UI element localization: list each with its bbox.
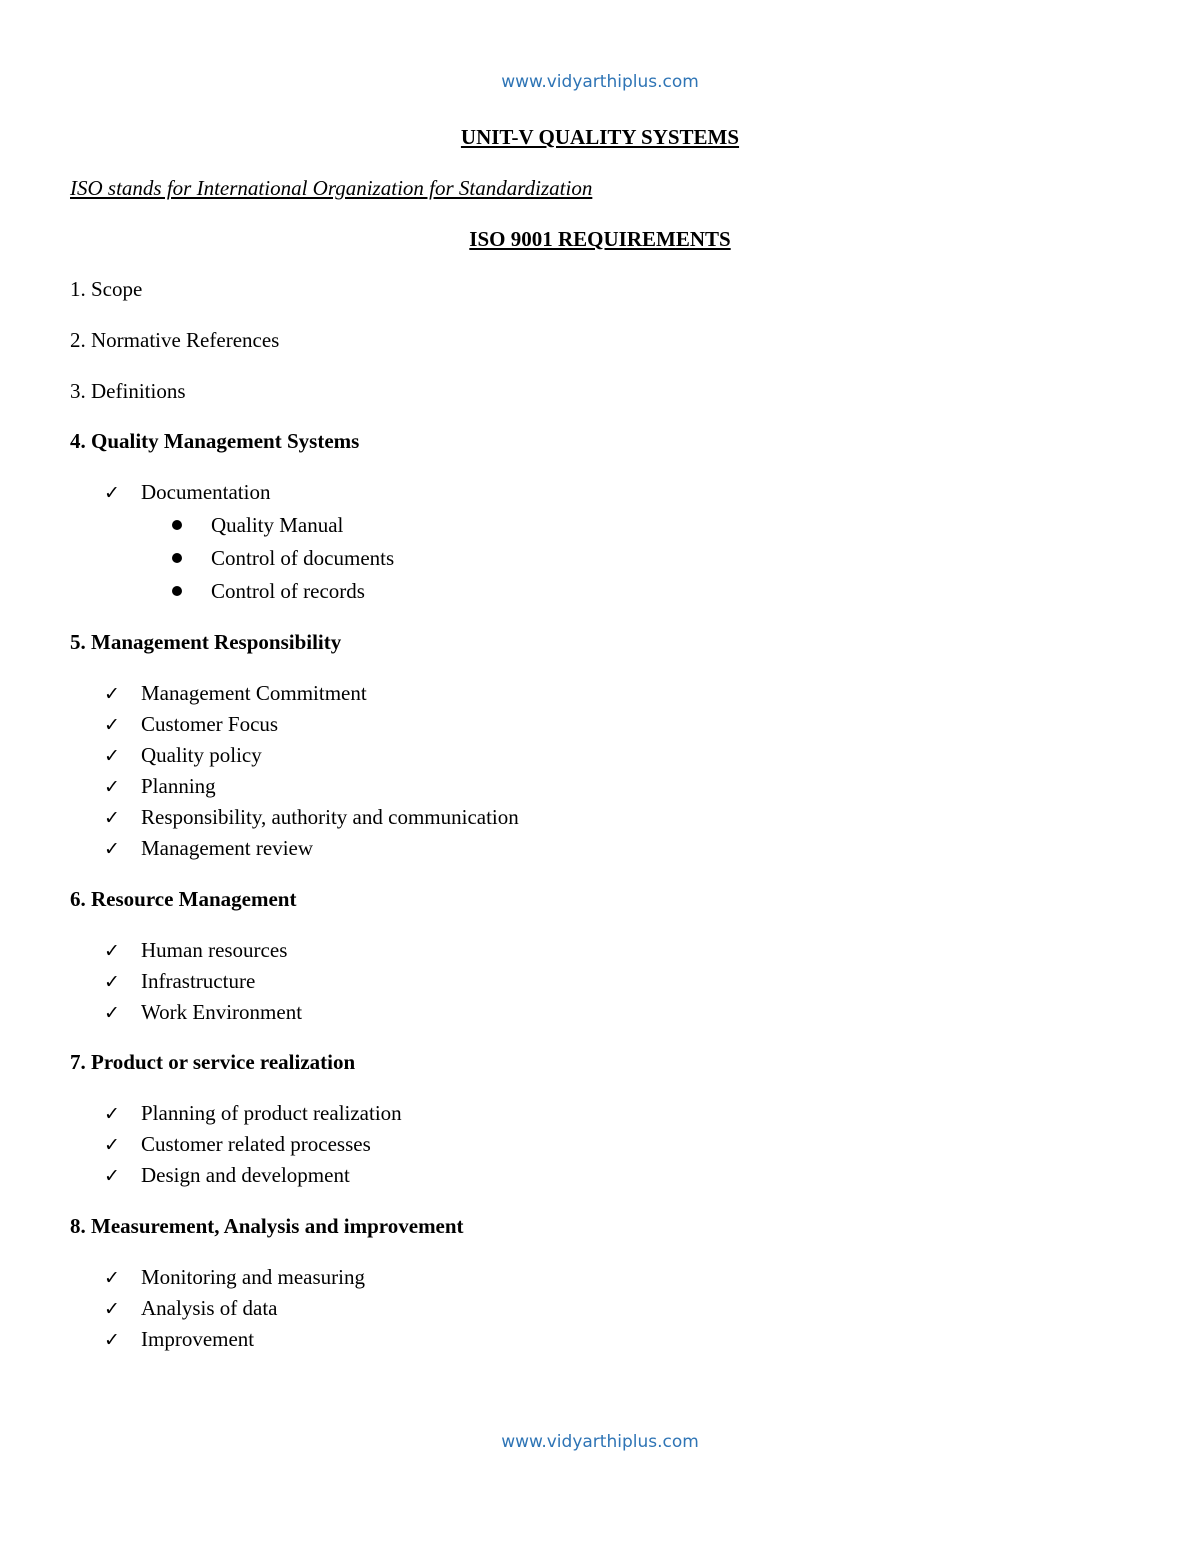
section-subtitle: ISO 9001 REQUIREMENTS (469, 227, 731, 251)
list-item-label: Planning (141, 774, 216, 798)
intro-text: ISO stands for International Organization for Standardization (70, 176, 593, 200)
checkmark-icon: ✓ (104, 838, 120, 860)
list-item-label: Quality Manual (211, 513, 344, 537)
section-heading-resource-management: 6. Resource Management (70, 887, 297, 911)
checkmark-icon: ✓ (104, 482, 120, 504)
section-heading-product-realization: 7. Product or service realization (70, 1050, 356, 1074)
list-item-label: Improvement (141, 1327, 255, 1351)
list-item-label: Customer Focus (141, 712, 279, 736)
checkmark-icon: ✓ (104, 1329, 120, 1351)
checkmark-icon: ✓ (104, 940, 120, 962)
footer-url[interactable]: www.vidyarthiplus.com (501, 1432, 699, 1452)
checkmark-icon: ✓ (104, 1103, 120, 1125)
list-item-label: Control of documents (211, 546, 395, 570)
section-heading-measurement: 8. Measurement, Analysis and improvement (70, 1214, 464, 1238)
list-item (104, 1265, 365, 1290)
list-item-label: Infrastructure (141, 969, 256, 993)
page-title: UNIT-V QUALITY SYSTEMS (460, 125, 740, 149)
list-item-label: Human resources (141, 938, 288, 962)
list-item-label: Documentation (141, 480, 271, 504)
checkmark-icon: ✓ (104, 807, 120, 829)
list-item (104, 805, 519, 830)
list-item-label: Design and development (141, 1163, 350, 1187)
list-item (104, 836, 313, 861)
checkmark-icon: ✓ (104, 683, 120, 705)
checkmark-icon: ✓ (104, 1298, 120, 1320)
list-item (104, 743, 262, 768)
list-item-label: Customer related processes (141, 1132, 371, 1156)
list-item-label: Management Commitment (141, 681, 367, 705)
list-item (104, 480, 270, 505)
list-item (104, 712, 278, 737)
bullet-dot-icon (172, 520, 182, 530)
section-heading-qms: 4. Quality Management Systems (70, 429, 360, 453)
list-item (104, 969, 255, 994)
list-item (172, 579, 365, 604)
header-url[interactable]: www.vidyarthiplus.com (501, 72, 699, 92)
checkmark-icon: ✓ (104, 745, 120, 767)
list-item (104, 1101, 402, 1126)
list-item-normative-references: 2. Normative References (70, 328, 280, 352)
checkmark-icon: ✓ (104, 1134, 120, 1156)
section-heading-management-responsibility: 5. Management Responsibility (70, 630, 342, 654)
list-item-label: Analysis of data (141, 1296, 278, 1320)
list-item (104, 1296, 277, 1321)
bullet-dot-icon (172, 553, 182, 563)
bullet-dot-icon (172, 586, 182, 596)
list-item-scope: 1. Scope (70, 277, 143, 301)
list-item-label: Monitoring and measuring (141, 1265, 365, 1289)
checkmark-icon: ✓ (104, 1267, 120, 1289)
list-item-label: Management review (141, 836, 314, 860)
list-item-definitions: 3. Definitions (70, 379, 186, 403)
list-item (104, 1163, 350, 1188)
checkmark-icon: ✓ (104, 776, 120, 798)
list-item (104, 774, 216, 799)
list-item (172, 513, 343, 538)
list-item-label: Quality policy (141, 743, 262, 767)
checkmark-icon: ✓ (104, 1165, 120, 1187)
checkmark-icon: ✓ (104, 971, 120, 993)
list-item (104, 938, 287, 963)
list-item (104, 1327, 254, 1352)
list-item-label: Work Environment (141, 1000, 303, 1024)
list-item (104, 1000, 302, 1025)
list-item (172, 546, 394, 571)
list-item (104, 1132, 371, 1157)
list-item-label: Planning of product realization (141, 1101, 402, 1125)
checkmark-icon: ✓ (104, 1002, 120, 1024)
list-item-label: Control of records (211, 579, 365, 603)
list-item (104, 681, 367, 706)
checkmark-icon: ✓ (104, 714, 120, 736)
list-item-label: Responsibility, authority and communication (141, 805, 519, 829)
